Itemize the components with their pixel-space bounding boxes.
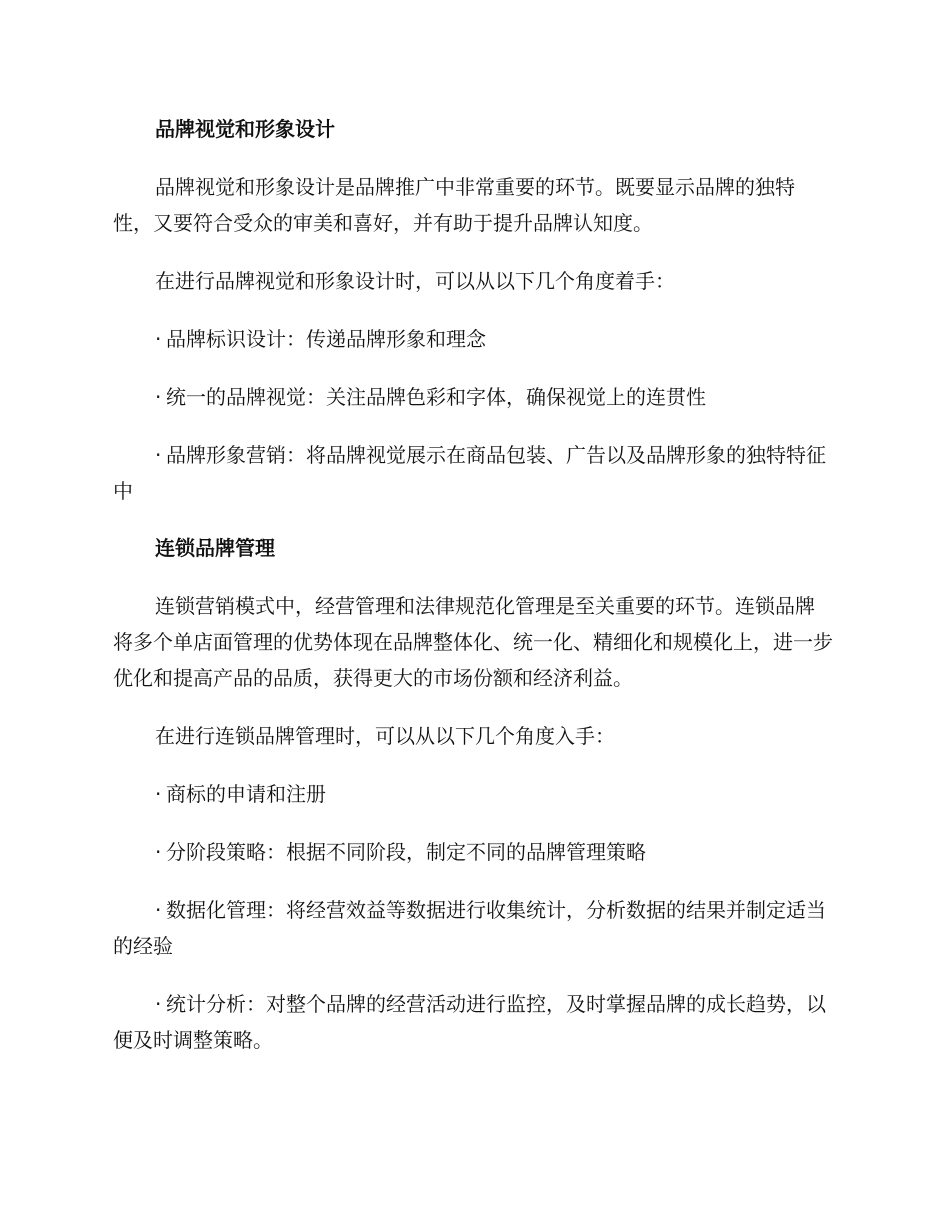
bullet-item: [113, 321, 833, 357]
bullet-dot: ·: [155, 385, 162, 409]
bullet-item: [113, 892, 833, 964]
bullet-item: [113, 776, 833, 812]
bullet-text: 品牌标识设计：传递品牌形象和理念: [166, 327, 486, 351]
bullet-item: [113, 986, 833, 1058]
paragraph: 在进行品牌视觉和形象设计时，可以从以下几个角度着手：: [155, 269, 675, 293]
bullet-dot: ·: [155, 992, 162, 1016]
paragraph: 品牌视觉和形象设计是品牌推广中非常重要的环节。既要显示品牌的独特性，又要符合受众的审美和喜好，并有助于提升品牌认知度。: [113, 175, 795, 235]
document-page: [113, 112, 833, 1080]
bullet-dot: ·: [155, 898, 162, 922]
bullet-dot: ·: [155, 327, 162, 351]
bullet-text: 分阶段策略：根据不同阶段，制定不同的品牌管理策略: [166, 840, 646, 864]
bullet-text: 品牌形象营销：将品牌视觉展示在商品包装、广告以及品牌形象的独特特征中: [113, 443, 826, 503]
bullet-text: 统计分析：对整个品牌的经营活动进行监控，及时掌握品牌的成长趋势，以便及时调整策略。: [113, 992, 826, 1052]
bullet-dot: ·: [155, 782, 162, 806]
bullet-text: 商标的申请和注册: [166, 782, 326, 806]
paragraph: 连锁营销模式中，经营管理和法律规范化管理是至关重要的环节。连锁品牌将多个单店面管理的优势体现在品牌整体化、统一化、精细化和规模化上，进一步优化和提高产品的品质，获得更大的市场份额和经济利益。: [113, 594, 833, 690]
paragraph: 在进行连锁品牌管理时，可以从以下几个角度入手：: [155, 724, 615, 748]
bullet-dot: ·: [155, 840, 162, 864]
bullet-item: [113, 437, 833, 509]
bullet-item: [113, 379, 833, 415]
section-heading-brand-visual: 品牌视觉和形象设计: [155, 117, 335, 141]
bullet-text: 统一的品牌视觉：关注品牌色彩和字体，确保视觉上的连贯性: [166, 385, 706, 409]
bullet-text: 数据化管理：将经营效益等数据进行收集统计，分析数据的结果并制定适当的经验: [113, 898, 826, 958]
bullet-dot: ·: [155, 443, 162, 467]
section-heading-chain-brand: 连锁品牌管理: [155, 536, 275, 560]
bullet-item: [113, 834, 833, 870]
